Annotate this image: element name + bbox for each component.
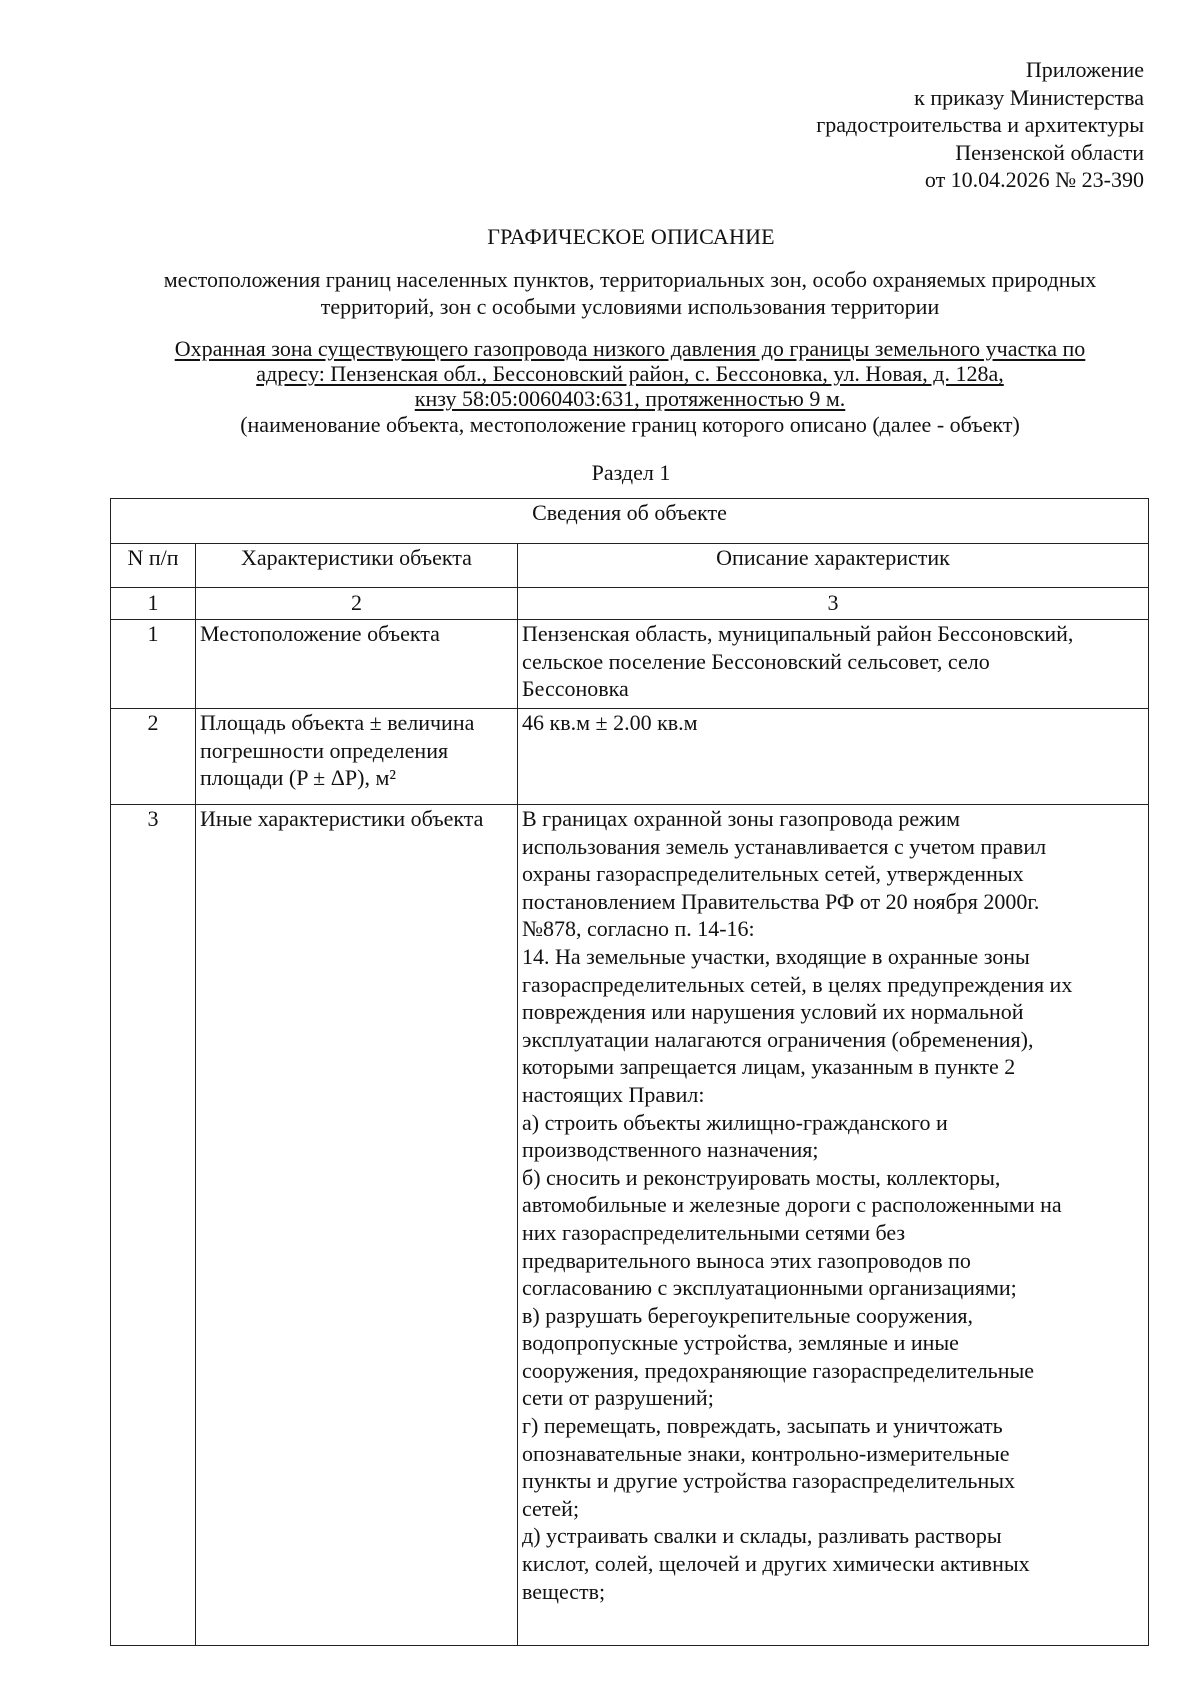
row-number: 1	[111, 620, 196, 709]
table-row	[111, 709, 1149, 805]
text-line: Бессоновка	[522, 676, 629, 702]
object-name-line: адресу: Пензенская обл., Бессоновский район, с. Бессоновка, ул. Новая, д. 128а,	[256, 361, 1004, 386]
row-description	[518, 805, 1149, 1646]
text-line: сети от разрушений;	[522, 1385, 714, 1411]
appendix-block	[816, 56, 1144, 194]
text-line: 14. На земельные участки, входящие в охранные зоны	[522, 943, 1030, 969]
appendix-line: Пензенской области	[955, 139, 1144, 165]
appendix-line: градостроительства и архитектуры	[816, 112, 1144, 137]
text-line: опознавательные знаки, контрольно-измерительные	[522, 1440, 1010, 1466]
text-line: производственного назначения;	[522, 1137, 819, 1163]
column-number-row	[111, 588, 1149, 620]
table-row	[111, 805, 1149, 1646]
appendix-order-date: от 10.04.2026 № 23-390	[924, 167, 1144, 192]
row-characteristic	[196, 620, 518, 709]
text-line: 46 кв.м ± 2.00 кв.м	[522, 710, 698, 735]
text-line: В границах охранной зоны газопровода режим	[522, 806, 961, 831]
column-header-row	[111, 544, 1149, 588]
row-description	[518, 709, 1149, 805]
section-heading: Раздел 1	[591, 460, 671, 485]
document-subtitle	[110, 266, 1150, 320]
text-line: которыми запрещается лицам, указанным в пункте 2	[522, 1054, 1016, 1080]
column-header-characteristic: Характеристики объекта	[196, 544, 518, 588]
text-line: эксплуатации налагаются ограничения (обременения),	[522, 1026, 1034, 1052]
text-line: автомобильные и железные дороги с расположенными на	[522, 1192, 1062, 1218]
table-header-row	[111, 499, 1149, 544]
text-line: г) перемещать, повреждать, засыпать и уничтожать	[522, 1413, 1003, 1439]
text-line: Местоположение объекта	[200, 621, 440, 646]
text-line: площади (P ± ΔP), м²	[200, 765, 396, 791]
row-characteristic	[196, 805, 518, 1646]
subtitle-line: территорий, зон с особыми условиями использования территории	[320, 294, 940, 319]
text-line: Иные характеристики объекта	[200, 806, 484, 831]
text-line: настоящих Правил:	[522, 1081, 705, 1107]
text-line: охраны газораспределительных сетей, утвержденных	[522, 861, 1024, 887]
text-line: водопропускные устройства, земляные и иные	[522, 1330, 959, 1356]
subtitle-line: местоположения границ населенных пунктов, территориальных зон, особо охраняемых природных	[163, 267, 1097, 292]
text-line: повреждения или нарушения условий их нормальной	[522, 999, 1024, 1025]
appendix-line: к приказу Министерства	[914, 84, 1144, 110]
text-line: погрешности определения	[200, 737, 449, 763]
object-name-line: кнзу 58:05:0060403:631, протяженностью 9 м.	[414, 386, 846, 411]
column-number: 3	[518, 588, 1149, 620]
text-line: них газораспределительными сетями без	[522, 1219, 906, 1245]
text-line: кислот, солей, щелочей и других химически активных	[522, 1551, 1030, 1577]
object-name-block	[110, 336, 1150, 437]
column-number: 2	[196, 588, 518, 620]
object-info-table	[110, 498, 1149, 1646]
text-line: постановлением Правительства РФ от 20 ноября 2000г.	[522, 888, 1040, 914]
appendix-line: Приложение	[1025, 57, 1144, 82]
text-line: пункты и другие устройства газораспределительных	[522, 1468, 1016, 1494]
text-line: сельское поселение Бессоновский сельсовет, село	[522, 648, 990, 674]
table-header: Сведения об объекте	[111, 499, 1149, 544]
text-line: использования земель устанавливается с учетом правил	[522, 833, 1047, 859]
object-name-caption: (наименование объекта, местоположение границ которого описано (далее - объект)	[240, 412, 1020, 437]
text-line: в) разрушать берегоукрепительные сооружения,	[522, 1302, 973, 1328]
text-line: Площадь объекта ± величина	[200, 710, 475, 735]
text-line: д) устраивать свалки и склады, разливать растворы	[522, 1523, 1002, 1549]
column-header-num: N п/п	[111, 544, 196, 588]
row-characteristic	[196, 709, 518, 805]
column-number: 1	[111, 588, 196, 620]
row-description	[518, 620, 1149, 709]
row-number: 2	[111, 709, 196, 805]
text-line: предварительного выноса этих газопроводов по	[522, 1247, 971, 1273]
text-line: веществ;	[522, 1578, 606, 1604]
text-line: Пензенская область, муниципальный район Бессоновский,	[522, 621, 1074, 646]
text-line: газораспределительных сетей, в целях предупреждения их	[522, 971, 1073, 997]
column-header-description: Описание характеристик	[518, 544, 1149, 588]
document-title: ГРАФИЧЕСКОЕ ОПИСАНИЕ	[487, 224, 775, 249]
table-row	[111, 620, 1149, 709]
text-line: а) строить объекты жилищно-гражданского и	[522, 1109, 948, 1135]
text-line: б) сносить и реконструировать мосты, коллекторы,	[522, 1164, 1001, 1190]
row-number: 3	[111, 805, 196, 1646]
text-line: №878, согласно п. 14-16:	[522, 916, 755, 942]
object-name-line: Охранная зона существующего газопровода низкого давления до границы земельного участка по	[174, 336, 1086, 361]
text-line: сооружения, предохраняющие газораспределительные	[522, 1357, 1035, 1383]
text-line: сетей;	[522, 1495, 580, 1521]
text-line: согласованию с эксплуатационными организациями;	[522, 1275, 1017, 1301]
